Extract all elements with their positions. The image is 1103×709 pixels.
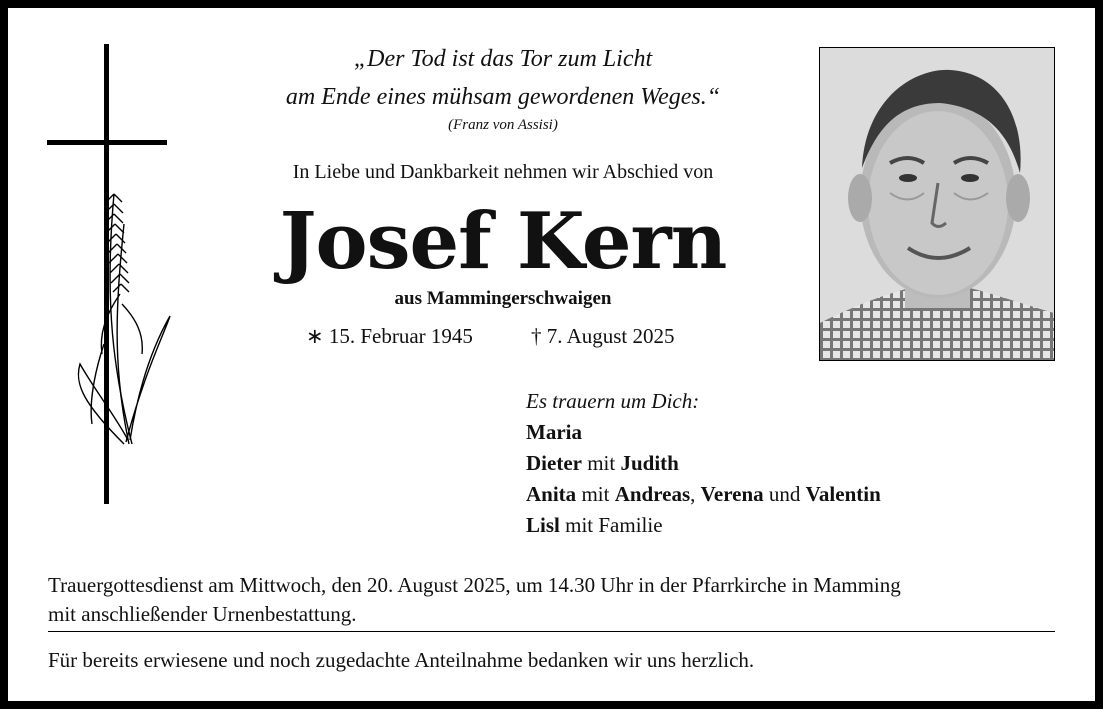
portrait-photo [819,47,1055,361]
quote-line-2: am Ende eines mühsam gewordenen Weges.“ [285,84,721,110]
mourner-name: Andreas [614,482,691,506]
connector-text: , [690,482,701,506]
deceased-origin: aus Mammingerschwaigen [394,288,612,309]
mourner-name: Lisl [526,513,560,537]
mourner-name: Judith [620,451,679,475]
farewell-intro: In Liebe und Dankbarkeit nehmen wir Abschied von [292,161,714,183]
mourner-name: Dieter [526,451,582,475]
mourner-line [526,479,881,510]
cross-with-wheat-icon [44,44,174,514]
mourners-heading: Es trauern um Dich: [526,389,700,413]
quote-source: (Franz von Assisi) [448,117,558,133]
service-info [48,571,1068,629]
thanks-note: Für bereits erwiesene und noch zugedachte Anteilnahme bedanken wir uns herzlich. [48,648,755,672]
deceased-name: Josef Kern [279,196,727,287]
mourner-name: Valentin [805,482,881,506]
service-line-1: Trauergottesdienst am Mittwoch, den 20. August 2025, um 14.30 Uhr in der Pfarrkirche in Mamming [48,573,901,597]
connector-text: mit [576,482,615,506]
divider [48,631,1055,632]
birth-date: ∗ 15. Februar 1945 [306,324,473,348]
mourner-line [526,510,881,541]
mourner-name: Anita [526,482,577,506]
service-line-2: mit anschließender Urnenbestattung. [48,602,357,626]
portrait-illustration [820,48,1054,360]
mourners-list [526,386,881,541]
connector-text: und [763,482,806,506]
connector-text: mit Familie [559,513,663,537]
death-date: † 7. August 2025 [531,324,675,348]
mourner-line [526,448,881,479]
mourner-name: Maria [526,420,582,444]
quote-line-1: „Der Tod ist das Tor zum Licht [353,46,653,72]
mourner-name: Verena [700,482,764,506]
mourner-line [526,417,881,448]
connector-text: mit [581,451,621,475]
